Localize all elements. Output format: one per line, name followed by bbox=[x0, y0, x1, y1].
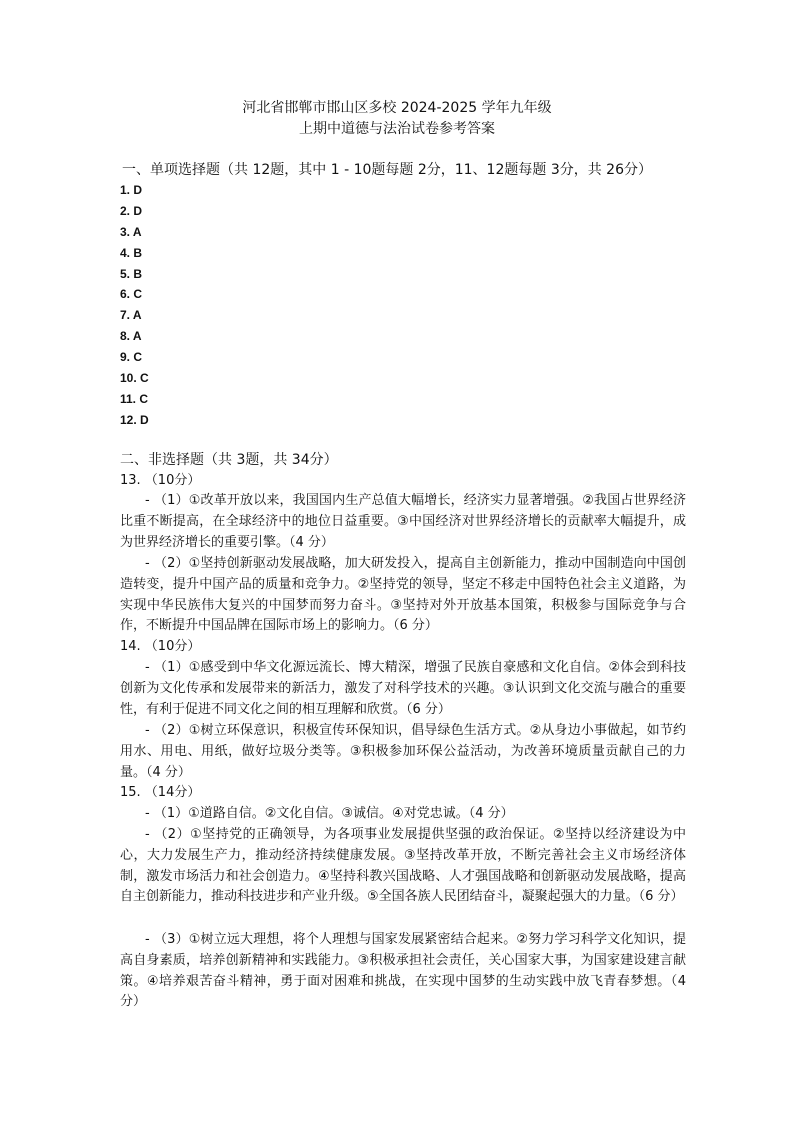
choice-answer-list bbox=[120, 180, 149, 431]
section-1-heading: 一、单项选择题（共 12题，其中 1 - 10题每题 2分，11、12题每题 3分，共 26分） bbox=[122, 162, 652, 178]
answer-item: 9. C bbox=[120, 350, 143, 365]
answer-item: 1. D bbox=[120, 183, 143, 197]
question-14-answer-1: - （1）①感受到中华文化源远流长、博大精深，增强了民族自豪感和文化自信。②体会到科技创新为文化传承和发展带来的新活力，激发了对科学技术的兴趣。③认识到文化交流与融合的重要性，有利于促进不同文化之间的相互理解和欣赏。（6 分） bbox=[120, 660, 686, 717]
answer-item: 10. C bbox=[120, 371, 149, 386]
answer-item: 4. B bbox=[120, 245, 143, 260]
question-13-answer-2: - （2）①坚持创新驱动发展战略，加大研发投入，提高自主创新能力，推动中国制造向中国创造转变，提升中国产品的质量和竞争力。②坚持党的领导，坚定不移走中国特色社会主义道路，为实现中华民族伟大复兴的中国梦而努力奋斗。③坚持对外开放基本国策，积极参与国际竞争与合作，不断提升中国品牌在国际市场上的影响力。（6 分） bbox=[120, 556, 686, 634]
answer-item: 11. C bbox=[120, 391, 149, 406]
answer-item: 12. D bbox=[120, 412, 149, 427]
document-title-line-1: 河北省邯郸市邯山区多校 2024-2025 学年九年级 bbox=[242, 100, 552, 116]
answer-item: 3. A bbox=[120, 224, 142, 239]
answer-item: 2. D bbox=[120, 203, 143, 218]
document-title-line-2: 上期中道德与法治试卷参考答案 bbox=[299, 121, 495, 137]
section-2-heading: 二、非选择题（共 3题，共 34分） bbox=[120, 452, 338, 468]
question-15-answer-1: - （1）①道路自信。②文化自信。③诚信。④对党忠诚。（4 分） bbox=[145, 806, 514, 821]
answer-item: 6. C bbox=[120, 287, 143, 302]
question-14-heading: 14. （10分） bbox=[120, 639, 201, 654]
question-13-heading: 13. （10分） bbox=[120, 473, 201, 488]
question-13-answer-1: - （1）①改革开放以来，我国国内生产总值大幅增长，经济实力显著增强。②我国占世界经济比重不断提高，在全球经济中的地位日益重要。③中国经济对世界经济增长的贡献率大幅提升，成为世界经济增长的重要引擎。（4 分） bbox=[120, 493, 686, 550]
question-14-answer-2: - （2）①树立环保意识，积极宣传环保知识，倡导绿色生活方式。②从身边小事做起，如节约用水、用电、用纸，做好垃圾分类等。③积极参加环保公益活动，为改善环境质量贡献自己的力量。（4 分） bbox=[120, 723, 686, 780]
question-15-heading: 15. （14分） bbox=[120, 785, 201, 800]
answer-item: 7. A bbox=[120, 308, 142, 323]
answer-item: 8. A bbox=[120, 329, 142, 344]
question-15-answer-2: - （2）①坚持党的正确领导，为各项事业发展提供坚强的政治保证。②坚持以经济建设为中心，大力发展生产力，推动经济持续健康发展。③坚持改革开放，不断完善社会主义市场经济体制，激发市场活力和社会创造力。④坚持科教兴国战略、人才强国战略和创新驱动发展战略，提高自主创新能力，推动科技进步和产业升级。⑤全国各族人民团结奋斗，凝聚起强大的力量。（6 分） bbox=[120, 827, 686, 905]
answer-item: 5. B bbox=[120, 266, 143, 281]
question-15-answer-3: - （3）①树立远大理想，将个人理想与国家发展紧密结合起来。②努力学习科学文化知识，提高自身素质，培养创新精神和实践能力。③积极承担社会责任，关心国家大事，为国家建设建言献策。④培养艰苦奋斗精神，勇于面对困难和挑战，在实现中国梦的生动实践中放飞青春梦想。（4 分） bbox=[120, 932, 686, 1010]
